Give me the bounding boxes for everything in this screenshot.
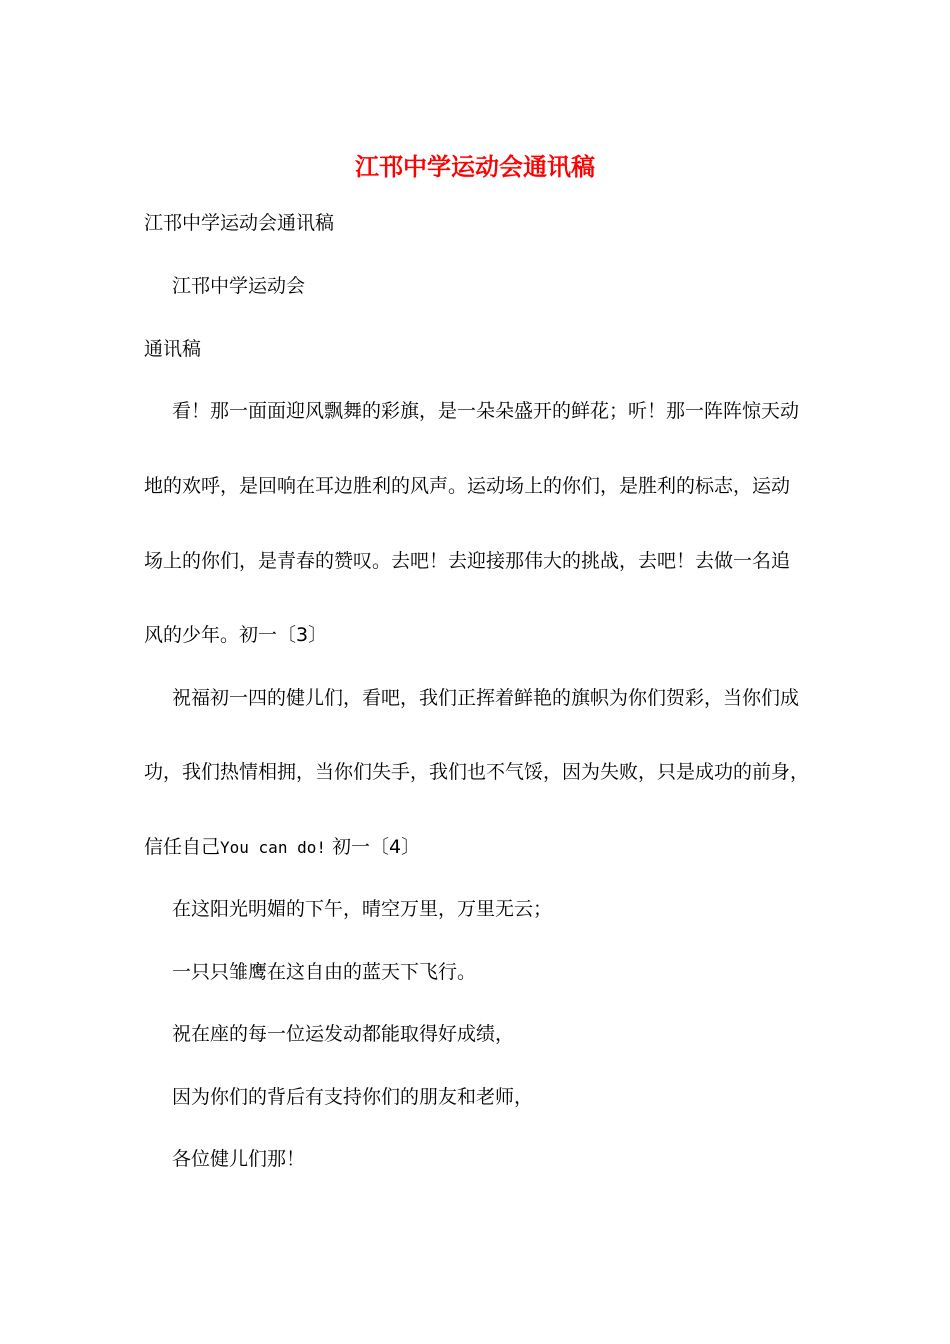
heading-line: 江邗中学运动会通讯稿 <box>144 212 335 234</box>
poem-line-1: 在这阳光明媚的下午，晴空万里，万里无云； <box>172 898 553 920</box>
paragraph-2-line-3 <box>144 834 420 861</box>
poem-line-2: 一只只雏鹰在这自由的蓝天下飞行。 <box>172 961 477 983</box>
poem-line-4: 因为你们的背后有支持你们的朋友和老师， <box>172 1086 534 1108</box>
paragraph-2-line-3-prefix: 信任自己 <box>144 836 221 858</box>
paragraph-2-line-1: 祝福初一四的健儿们，看吧，我们正挥着鲜艳的旗帜为你们贺彩，当你们成 <box>172 687 800 709</box>
paragraph-1-line-4: 风的少年。初一〔3〕 <box>144 624 328 646</box>
paragraph-1-line-2: 地的欢呼，是回响在耳边胜利的风声。运动场上的你们，是胜利的标志，运动 <box>144 475 791 497</box>
poem-line-3: 祝在座的每一位运发动都能取得好成绩， <box>172 1023 515 1045</box>
paragraph-2-line-3-latin: You can do! <box>220 838 326 857</box>
poem-line-5: 各位健儿们那！ <box>172 1148 306 1170</box>
paragraph-1-line-1: 看！那一面面迎风飘舞的彩旗，是一朵朵盛开的鲜花；听！那一阵阵惊天动 <box>172 400 800 422</box>
sub-heading-2: 通讯稿 <box>144 338 202 360</box>
paragraph-1-line-3: 场上的你们，是青春的赞叹。去吧！去迎接那伟大的挑战，去吧！去做一名追 <box>144 550 791 572</box>
paragraph-2-line-2: 功，我们热情相拥，当你们失手，我们也不气馁，因为失败，只是成功的前身， <box>144 761 810 783</box>
document-title: 江邗中学运动会通讯稿 <box>355 152 595 181</box>
paragraph-2-line-3-suffix: 初一〔4〕 <box>325 836 421 858</box>
sub-heading: 江邗中学运动会 <box>172 275 306 297</box>
